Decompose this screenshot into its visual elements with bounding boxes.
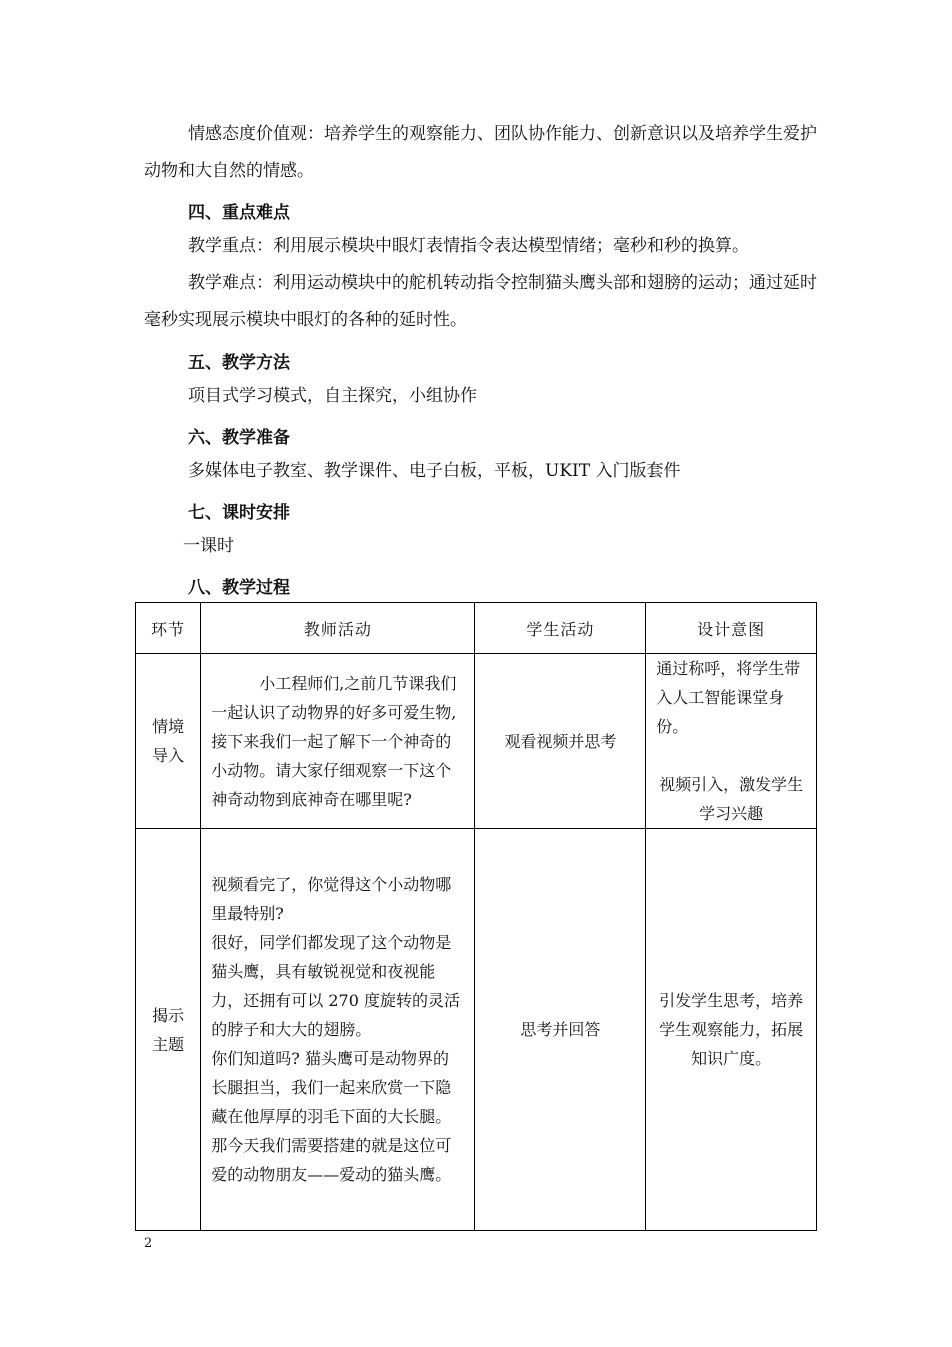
key-point-paragraph: 教学重点：利用展示模块中眼灯表情指令表达模型情绪；毫秒和秒的换算。 [188,236,749,256]
schedule-paragraph: 一课时 [183,536,234,556]
header-teacher: 教师活动 [201,603,475,654]
section-5-heading: 五、教学方法 [188,353,290,373]
intent-text: 通过称呼，将学生带入人工智能课堂身份。 [656,659,801,736]
stage-cell: 情境导入 [136,654,201,829]
preparation-paragraph: 多媒体电子教室、教学课件、电子白板，平板，UKIT 入门版套件 [188,461,681,481]
teacher-text: 很好，同学们都发现了这个动物是猫头鹰，具有敏锐视觉和夜视能力，还拥有可以 270 度旋转的灵活的脖子和大大的翅膀。 [211,933,460,1039]
student-cell: 观看视频并思考 [475,654,646,829]
table-header-row [136,603,817,654]
teacher-cell: 小工程师们,之前几节课我们一起认识了动物界的好多可爱生物,接下来我们一起了解下一个神奇的小动物。请大家仔细观察一下这个神奇动物到底神奇在哪里呢? [201,654,475,829]
section-6-heading: 六、教学准备 [188,428,290,448]
intent-cell [646,654,817,829]
intent-text: 视频引入，激发学生学习兴趣 [659,775,804,823]
stage-cell: 揭示主题 [136,829,201,1231]
section-7-heading: 七、课时安排 [188,503,290,523]
teacher-text: 你们知道吗? 猫头鹰可是动物界的长腿担当，我们一起来欣赏一下隐藏在他厚厚的羽毛下面的大长腿。 [211,1049,452,1126]
page-number: 2 [144,1236,153,1251]
table-row [136,654,817,829]
difficulty-paragraph: 教学难点：利用运动模块中的舵机转动指令控制猫头鹰头部和翅膀的运动；通过延时毫秒实现展示模块中眼灯的各种的延时性。 [144,273,817,330]
section-8-heading: 八、教学过程 [188,578,290,598]
header-student: 学生活动 [475,603,646,654]
teacher-text: 视频看完了，你觉得这个小动物哪里最特别? [211,875,452,923]
teacher-cell [201,829,475,1231]
table-row [136,829,817,1231]
teacher-text: 那今天我们需要搭建的就是这位可爱的动物朋友——爱动的猫头鹰。 [211,1136,452,1184]
method-paragraph: 项目式学习模式，自主探究，小组协作 [188,386,477,406]
header-intent: 设计意图 [646,603,817,654]
section-4-heading: 四、重点难点 [188,203,290,223]
header-stage: 环节 [136,603,201,654]
intent-cell: 引发学生思考，培养学生观察能力，拓展知识广度。 [646,829,817,1231]
values-paragraph: 情感态度价值观：培养学生的观察能力、团队协作能力、创新意识以及培养学生爱护动物和大自然的情感。 [144,124,817,181]
teaching-process-table [135,602,817,1231]
student-cell: 思考并回答 [475,829,646,1231]
